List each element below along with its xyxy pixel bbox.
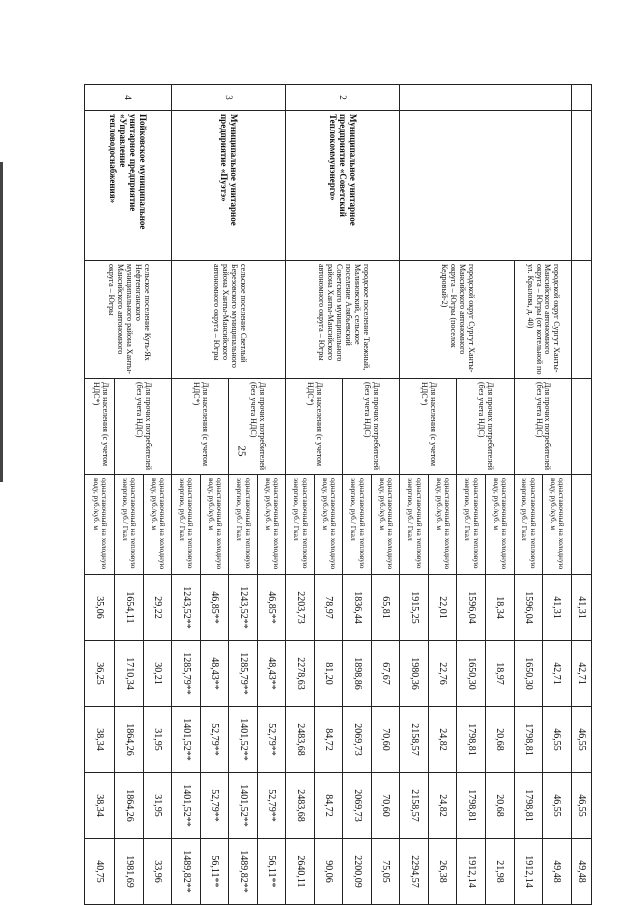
tariff-value-cell: 70,60 [371,773,400,839]
page-number: 25 [235,445,248,457]
header-value-cell: 41,31 [571,575,591,641]
consumer-category-cell: Для прочих потребителей (без учета НДС) [229,379,286,475]
tariff-value-cell: 1915,25 [400,575,429,641]
header-value-cell: 46,55 [571,773,591,839]
tariff-type-cell: однаставочный на холодную воду, руб./куб. м [143,475,172,575]
header-blank-cell [571,379,591,475]
header-blank-cell [571,111,591,261]
tariff-value-cell: 46,85** [257,575,286,641]
row-index-cell [400,85,571,111]
tariff-type-cell: однаставочный на холодную воду, руб./куб. м [543,475,572,575]
tariff-value-cell: 78,97 [314,575,343,641]
tariff-type-cell: однаставочный на холодную воду, руб./куб. м [85,475,115,575]
tariff-value-cell: 46,55 [543,773,572,839]
consumer-category-cell: Для прочих потребителей (без учета НДС) [343,379,400,475]
tariff-type-cell: однаставочный на тепловую энергию, руб./ Гкал [457,475,486,575]
consumer-category-cell: Для прочих потребителей (без учета НДС) [457,379,514,475]
tariff-value-cell: 84,72 [314,773,343,839]
header-value-cell: 49,48 [571,839,591,905]
header-blank-cell [571,85,591,111]
tariff-type-cell: однаставочный на тепловую энергию, руб./ Гкал [172,475,201,575]
tariff-type-cell: однаставочный на холодную воду, руб./куб. м [486,475,515,575]
tariff-value-cell: 42,71 [543,641,572,707]
tariff-value-cell: 67,67 [371,641,400,707]
tariff-value-cell: 36,25 [85,641,115,707]
header-row [571,85,591,905]
tariff-value-cell: 2294,57 [400,839,429,905]
tariff-type-cell: однаставочный на холодную воду, руб./куб. м [371,475,400,575]
tariff-value-cell: 1401,52** [229,773,258,839]
consumer-category-cell: Для прочих потребителей (без учета НДС) [115,379,172,475]
tariff-type-cell: однаставочный на тепловую энергию, руб./ Гкал [343,475,372,575]
tariff-value-cell: 40,75 [85,839,115,905]
tariff-value-cell: 1401,52** [172,773,201,839]
tariff-value-cell: 29,22 [143,575,172,641]
tariff-type-cell: однаставочный на тепловую энергию, руб./ Гкал [286,475,315,575]
tariff-value-cell: 1864,26 [115,707,144,773]
tariff-type-cell: однаставочный на холодную воду, руб./куб. м [314,475,343,575]
tariff-value-cell: 1798,81 [514,707,543,773]
organization-cell: Муниципальное унитарное предприятие «Советский Теплокоммунэнерго» [286,111,400,261]
tariff-value-cell: 46,55 [543,707,572,773]
tariff-value-cell: 41,31 [543,575,572,641]
rotated-table-wrapper [84,84,592,904]
consumer-category-cell: Для населения (с учетом НДС*) [400,379,457,475]
tariff-value-cell: 1596,04 [514,575,543,641]
organization-cell: Муниципальное унитарное предприятие «Пуэтэ» [172,111,286,261]
tariff-value-cell: 20,68 [486,773,515,839]
tariff-value-cell: 70,60 [371,707,400,773]
tariff-value-cell: 1489,82** [172,839,201,905]
tariff-value-cell: 1596,04 [457,575,486,641]
tariff-value-cell: 48,43** [200,641,229,707]
tariff-value-cell: 2483,68 [286,773,315,839]
tariff-value-cell: 24,82 [428,773,457,839]
organization-cell: Пойковское муниципальное унитарное предприятие «Управление тепловодоснабжения» [85,111,172,261]
tariff-value-cell: 18,97 [486,641,515,707]
tariff-type-cell: однаставочный на холодную воду, руб./куб. м [200,475,229,575]
tariff-value-cell: 90,06 [314,839,343,905]
tariff-value-cell: 35,06 [85,575,115,641]
tariff-type-cell: однаставочный на холодную воду, руб./куб. м [257,475,286,575]
tariff-type-cell: однаставочный на холодную воду, руб./куб. м [428,475,457,575]
territory-cell: городской округ Сургут Ханты-Мансийского автономного округа – Югры (от котельной по ул. Крылова, д. 40) [514,261,571,379]
consumer-category-cell: Для населения (с учетом НДС*) [172,379,229,475]
header-value-cell: 46,55 [571,707,591,773]
tariff-value-cell: 65,81 [371,575,400,641]
organization-cell [400,111,571,261]
tariff-value-cell: 2483,68 [286,707,315,773]
tariff-value-cell: 84,72 [314,707,343,773]
tariff-value-cell: 2158,57 [400,707,429,773]
tariff-value-cell: 2069,73 [343,773,372,839]
consumer-category-cell: Для прочих потребителей (без учета НДС) [514,379,571,475]
tariff-value-cell: 52,79** [200,773,229,839]
tariff-value-cell: 56,11** [257,839,286,905]
tariff-value-cell: 1798,81 [457,707,486,773]
tariff-value-cell: 1285,79** [229,641,258,707]
consumer-category-cell: Для населения (с учетом НДС*) [286,379,343,475]
tariff-value-cell: 1912,14 [457,839,486,905]
header-blank-cell [571,261,591,379]
tariff-value-cell: 52,79** [257,773,286,839]
tariff-type-cell: однаставочный на тепловую энергию, руб./ Гкал [229,475,258,575]
tariff-value-cell: 75,05 [371,839,400,905]
tariff-value-cell: 18,34 [486,575,515,641]
tariff-value-cell: 2640,11 [286,839,315,905]
tariff-type-cell: однаставочный на тепловую энергию, руб./ Гкал [514,475,543,575]
tariff-value-cell: 1912,14 [514,839,543,905]
tariff-value-cell: 1798,81 [457,773,486,839]
tariff-value-cell: 31,95 [143,707,172,773]
territory-cell: городское поселение Таежный, Малиновский, сельское поселение Алябьевский Советского муниципального района Ханты-Мансийского автономного округа – Югры [286,261,400,379]
tariff-value-cell: 31,95 [143,773,172,839]
tariff-value-cell: 30,21 [143,641,172,707]
table-row [371,85,400,905]
row-index-cell: 4 [85,85,172,111]
table-row [143,85,172,905]
tariff-value-cell: 46,85** [200,575,229,641]
header-blank-cell [571,475,591,575]
tariff-value-cell: 2203,73 [286,575,315,641]
table-row [543,85,572,905]
tariff-value-cell: 2278,63 [286,641,315,707]
tariff-value-cell: 2200,09 [343,839,372,905]
tariff-value-cell: 21,98 [486,839,515,905]
tariff-value-cell: 52,79** [257,707,286,773]
tariff-value-cell: 52,79** [200,707,229,773]
header-value-cell: 42,71 [571,641,591,707]
tariff-value-cell: 1650,30 [457,641,486,707]
tariff-table-body [85,85,592,905]
scan-edge-mark [0,162,3,482]
tariff-value-cell: 1243,52** [172,575,201,641]
tariff-table [84,84,592,905]
tariff-value-cell: 2069,73 [343,707,372,773]
tariff-value-cell: 1798,81 [514,773,543,839]
tariff-value-cell: 1898,86 [343,641,372,707]
tariff-value-cell: 56,11** [200,839,229,905]
tariff-value-cell: 1650,30 [514,641,543,707]
territory-cell: сельское поселение Светлый Березовского муниципального района Ханты-Мансийского автономного округа – Югры [172,261,286,379]
tariff-value-cell: 1285,79** [172,641,201,707]
tariff-value-cell: 33,96 [143,839,172,905]
table-row [257,85,286,905]
consumer-category-cell: Для населения (с учетом НДС*) [85,379,115,475]
row-index-cell: 3 [172,85,286,111]
row-index-cell: 2 [286,85,400,111]
territory-cell: сельское поселение Куть-Ях Нефтеюганского муниципального района Ханты-Мансийского автономного округа – Югры [85,261,172,379]
tariff-type-cell: однаставочный на тепловую энергию, руб./ Гкал [400,475,429,575]
tariff-value-cell: 2158,57 [400,773,429,839]
tariff-value-cell: 49,48 [543,839,572,905]
tariff-value-cell: 1864,26 [115,773,144,839]
tariff-value-cell: 20,68 [486,707,515,773]
tariff-value-cell: 1710,34 [115,641,144,707]
tariff-value-cell: 1243,52** [229,575,258,641]
tariff-value-cell: 22,01 [428,575,457,641]
tariff-value-cell: 81,20 [314,641,343,707]
tariff-value-cell: 38,34 [85,707,115,773]
tariff-type-cell: однаставочный на тепловую энергию, руб./ Гкал [115,475,144,575]
tariff-value-cell: 24,82 [428,707,457,773]
tariff-value-cell: 1836,44 [343,575,372,641]
tariff-value-cell: 1654,11 [115,575,144,641]
tariff-value-cell: 1401,52** [229,707,258,773]
tariff-value-cell: 1980,36 [400,641,429,707]
tariff-value-cell: 1401,52** [172,707,201,773]
tariff-value-cell: 38,34 [85,773,115,839]
tariff-value-cell: 48,43** [257,641,286,707]
territory-cell: городской округ Сургут Ханты-Мансийского автономного округа – Югры (поселок Кедровый-2) [400,261,514,379]
tariff-value-cell: 22,76 [428,641,457,707]
tariff-value-cell: 1489,82** [229,839,258,905]
tariff-value-cell: 26,38 [428,839,457,905]
tariff-value-cell: 1981,69 [115,839,144,905]
